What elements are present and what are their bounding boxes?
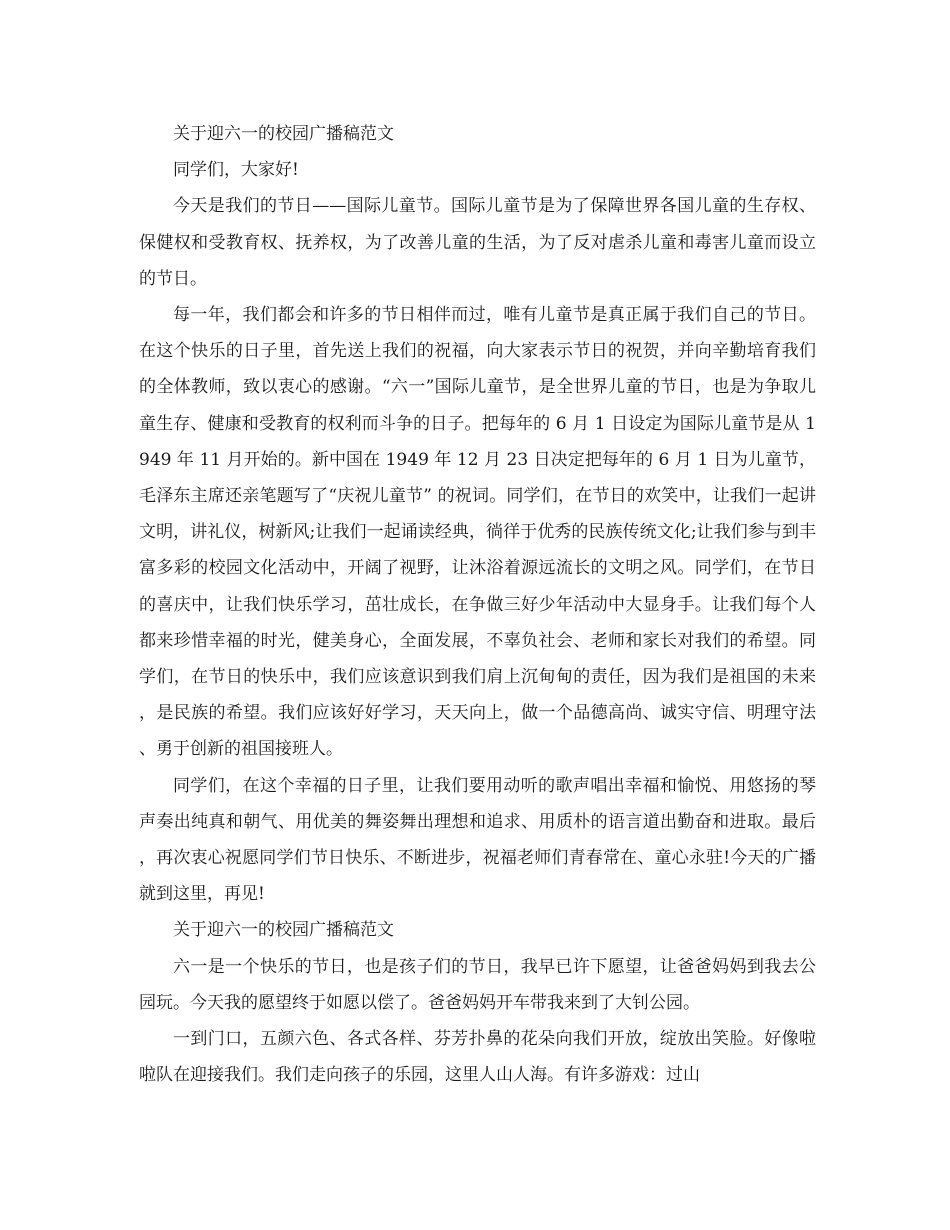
heading-title: 关于迎六一的校园广播稿范文 [173, 920, 394, 941]
body-paragraph: 同学们，在这个幸福的日子里，让我们要用动听的歌声唱出幸福和愉悦、用悠扬的琴声奏出纯真和朝气、用优美的舞姿舞出理想和追求、用质朴的语言道出勤奋和进取。最后，再次衷心祝愿同学们节日快乐、不断进步，祝福老师们青春常在、童心永驻!今天的广播就到这里，再见! [139, 775, 816, 905]
greeting-paragraph: 同学们，大家好! [173, 160, 299, 181]
document-body [139, 116, 816, 1093]
body-paragraph: 六一是一个快乐的节日，也是孩子们的节日，我早已许下愿望，让爸爸妈妈到我去公园玩。今天我的愿望终于如愿以偿了。爸爸妈妈开车带我来到了大钊公园。 [139, 956, 816, 1013]
body-paragraph: 一到门口，五颜六色、各式各样、芬芳扑鼻的花朵向我们开放，绽放出笑脸。好像啦啦队在迎接我们。我们走向孩子的乐园，这里人山人海。有许多游戏：过山 [139, 1029, 816, 1086]
heading-title: 关于迎六一的校园广播稿范文 [173, 124, 394, 144]
body-paragraph: 今天是我们的节日——国际儿童节。国际儿童节是为了保障世界各国儿童的生存权、保健权和受教育权、抚养权，为了改善儿童的生活，为了反对虐杀儿童和毒害儿童而设立的节日。 [139, 196, 816, 289]
body-paragraph: 每一年，我们都会和许多的节日相伴而过，唯有儿童节是真正属于我们自己的节日。在这个快乐的日子里，首先送上我们的祝福，向大家表示节日的祝贺，并向辛勤培育我们的全体教师，致以衷心的感谢。“六一”国际儿童节，是全世界儿童的节日，也是为争取儿童生存、健康和受教育的权利而斗争的日子。把每年的 6 月 1 日设定为国际儿童节是从 1949 年 11 月开始的。新中国在 1949 年 12 月 23 日决定把每年的 6 月 1 日为儿童节，毛泽东主席还亲笔题写了“庆祝儿童节” 的祝词。同学们，在节日的欢笑中，让我们一起讲文明，讲礼仪，树新风;让我们一起诵读经典，徜徉于优秀的民族传统文化;让我们参与到丰富多彩的校园文化活动中，开阔了视野，让沐浴着源远流长的文明之风。同学们，在节日的喜庆中，让我们快乐学习，茁壮成长，在争做三好少年活动中大显身手。让我们每个人都来珍惜幸福的时光，健美身心，全面发展，不辜负社会、老师和家长对我们的希望。同学们，在节日的快乐中，我们应该意识到我们肩上沉甸甸的责任，因为我们是祖国的未来，是民族的希望。我们应该好好学习，天天向上，做一个品德高尚、诚实守信、明理守法、勇于创新的祖国接班人。 [139, 305, 816, 760]
